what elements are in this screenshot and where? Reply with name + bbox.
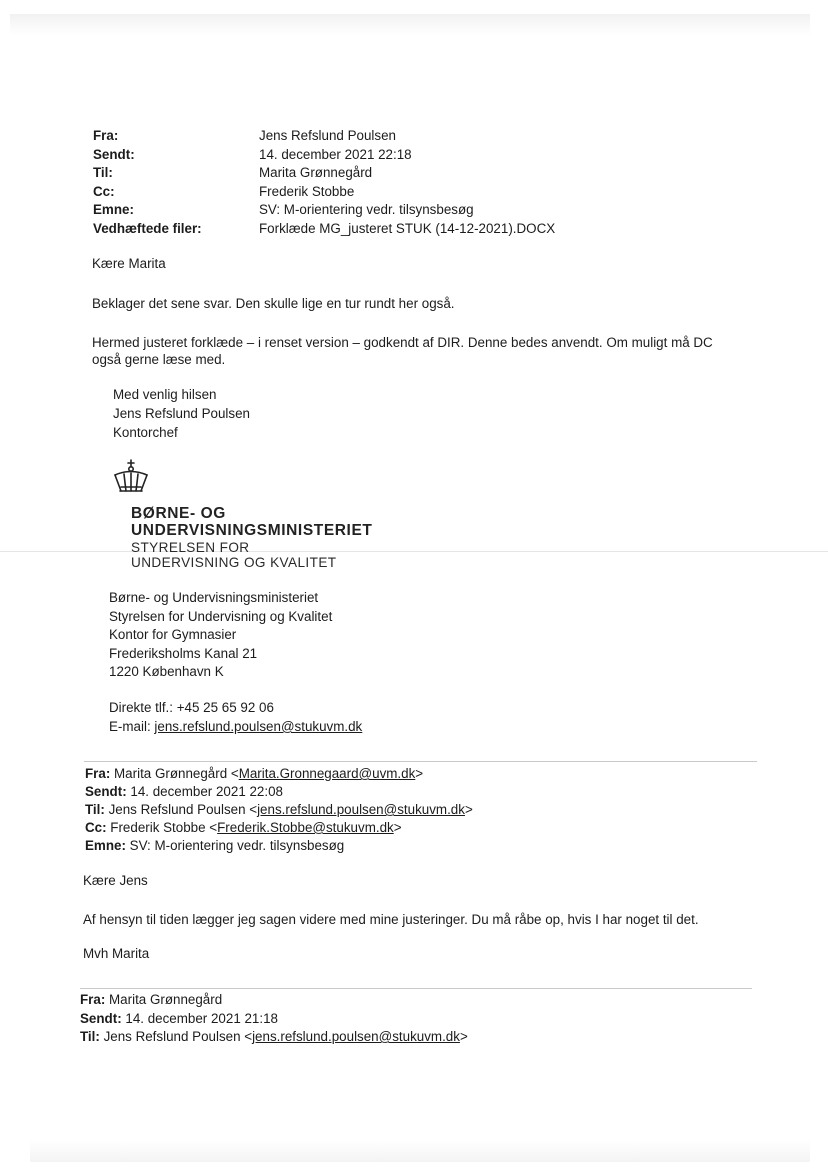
logo-line: STYRELSEN FOR bbox=[131, 540, 250, 555]
header-value: Forklæde MG_justeret STUK (14-12-2021).DOCX bbox=[259, 220, 556, 236]
from-name: Marita Grønnegård < bbox=[110, 766, 239, 781]
to-label: Til: bbox=[80, 1029, 100, 1044]
signature-name: Jens Refslund Poulsen bbox=[113, 406, 250, 421]
sent-line bbox=[80, 1010, 468, 1029]
paragraph: Beklager det sene svar. Den skulle lige en tur rundt her også. bbox=[92, 296, 455, 311]
subject-label: Emne: bbox=[85, 838, 126, 853]
address-line: Frederiksholms Kanal 21 bbox=[109, 645, 258, 661]
sent-label: Sendt: bbox=[85, 784, 127, 799]
to-line bbox=[85, 801, 473, 819]
address-block bbox=[109, 589, 332, 682]
from-label: Fra: bbox=[80, 992, 106, 1007]
scan-shadow-top bbox=[10, 14, 810, 36]
header-label: Til: bbox=[93, 165, 113, 181]
header-row-subject bbox=[93, 201, 555, 220]
bracket: > bbox=[459, 1029, 468, 1044]
cc-label: Cc: bbox=[85, 820, 107, 835]
cc-line bbox=[85, 819, 473, 837]
from-line bbox=[80, 991, 468, 1010]
logo-line: UNDERVISNING OG KVALITET bbox=[131, 555, 337, 570]
email-line bbox=[109, 719, 362, 734]
header-row-sent bbox=[93, 146, 555, 165]
bracket: > bbox=[415, 766, 424, 781]
header-label: Fra: bbox=[93, 128, 119, 143]
from-line bbox=[85, 765, 473, 783]
cc-name: Frederik Stobbe < bbox=[106, 820, 218, 835]
header-row-from bbox=[93, 127, 555, 146]
greeting: Kære Marita bbox=[92, 256, 166, 271]
header-row-to bbox=[93, 164, 555, 183]
ministry-logo-text bbox=[131, 505, 372, 570]
header-row-attachments bbox=[93, 220, 555, 239]
header-value: Frederik Stobbe bbox=[259, 183, 355, 199]
sent-line bbox=[85, 783, 473, 801]
bracket: > bbox=[464, 802, 473, 817]
forwarded-header bbox=[80, 991, 468, 1047]
sent-value: 14. december 2021 21:18 bbox=[121, 1010, 278, 1026]
from-email-link[interactable]: Marita.Gronnegaard@uvm.dk bbox=[238, 766, 416, 781]
subject-value: SV: M-orientering vedr. tilsynsbesøg bbox=[125, 838, 345, 853]
header-label: Vedhæftede filer: bbox=[93, 220, 202, 236]
greeting: Kære Jens bbox=[83, 873, 148, 888]
signature-closing: Med venlig hilsen bbox=[113, 387, 217, 402]
header-value: Marita Grønnegård bbox=[259, 165, 373, 181]
message-separator bbox=[84, 761, 757, 762]
header-label: Sendt: bbox=[93, 146, 135, 162]
address-line: Styrelsen for Undervisning og Kvalitet bbox=[109, 608, 333, 624]
sent-value: 14. december 2021 22:08 bbox=[126, 784, 283, 799]
header-value: 14. december 2021 22:18 bbox=[259, 146, 412, 162]
to-name: Jens Refslund Poulsen < bbox=[104, 802, 258, 817]
address-line: Kontor for Gymnasier bbox=[109, 627, 237, 642]
bracket: > bbox=[393, 820, 402, 835]
scan-artifact-line bbox=[0, 551, 828, 552]
to-label: Til: bbox=[85, 802, 105, 817]
to-name: Jens Refslund Poulsen < bbox=[99, 1029, 253, 1044]
from-label: Fra: bbox=[85, 766, 111, 781]
forwarded-header bbox=[85, 765, 473, 855]
phone-line: Direkte tlf.: +45 25 65 92 06 bbox=[109, 700, 274, 715]
address-line: 1220 København K bbox=[109, 664, 224, 679]
cc-email-link[interactable]: Frederik.Stobbe@stukuvm.dk bbox=[217, 820, 394, 835]
to-email-link[interactable]: jens.refslund.poulsen@stukuvm.dk bbox=[257, 802, 465, 817]
signature-title: Kontorchef bbox=[113, 425, 178, 440]
to-email-link[interactable]: jens.refslund.poulsen@stukuvm.dk bbox=[252, 1029, 460, 1044]
logo-line: UNDERVISNINGSMINISTERIET bbox=[131, 522, 373, 539]
paragraph: Af hensyn til tiden lægger jeg sagen videre med mine justeringer. Du må råbe op, hvis I har noget til det. bbox=[83, 912, 699, 927]
signoff: Mvh Marita bbox=[83, 946, 150, 961]
email-header bbox=[93, 127, 555, 239]
email-link[interactable]: jens.refslund.poulsen@stukuvm.dk bbox=[154, 719, 363, 734]
sent-label: Sendt: bbox=[80, 1010, 122, 1026]
address-line: Børne- og Undervisningsministeriet bbox=[109, 590, 319, 605]
header-row-cc bbox=[93, 183, 555, 202]
header-label: Cc: bbox=[93, 183, 115, 199]
paragraph: Hermed justeret forklæde – i renset version – godkendt af DIR. Denne bedes anvendt. Om muligt må DC bbox=[92, 335, 713, 350]
paragraph: også gerne læse med. bbox=[92, 352, 226, 367]
to-line bbox=[80, 1028, 468, 1047]
header-label: Emne: bbox=[93, 202, 134, 218]
message-separator bbox=[80, 988, 752, 989]
email-label: E-mail: bbox=[109, 719, 155, 734]
crown-logo-icon bbox=[112, 459, 150, 495]
scan-shadow-bottom bbox=[30, 1140, 810, 1162]
from-name: Marita Grønnegård bbox=[105, 992, 223, 1007]
header-value: Jens Refslund Poulsen bbox=[259, 128, 396, 143]
header-value: SV: M-orientering vedr. tilsynsbesøg bbox=[259, 202, 474, 218]
logo-line: BØRNE- OG bbox=[131, 505, 226, 522]
subject-line bbox=[85, 837, 473, 855]
